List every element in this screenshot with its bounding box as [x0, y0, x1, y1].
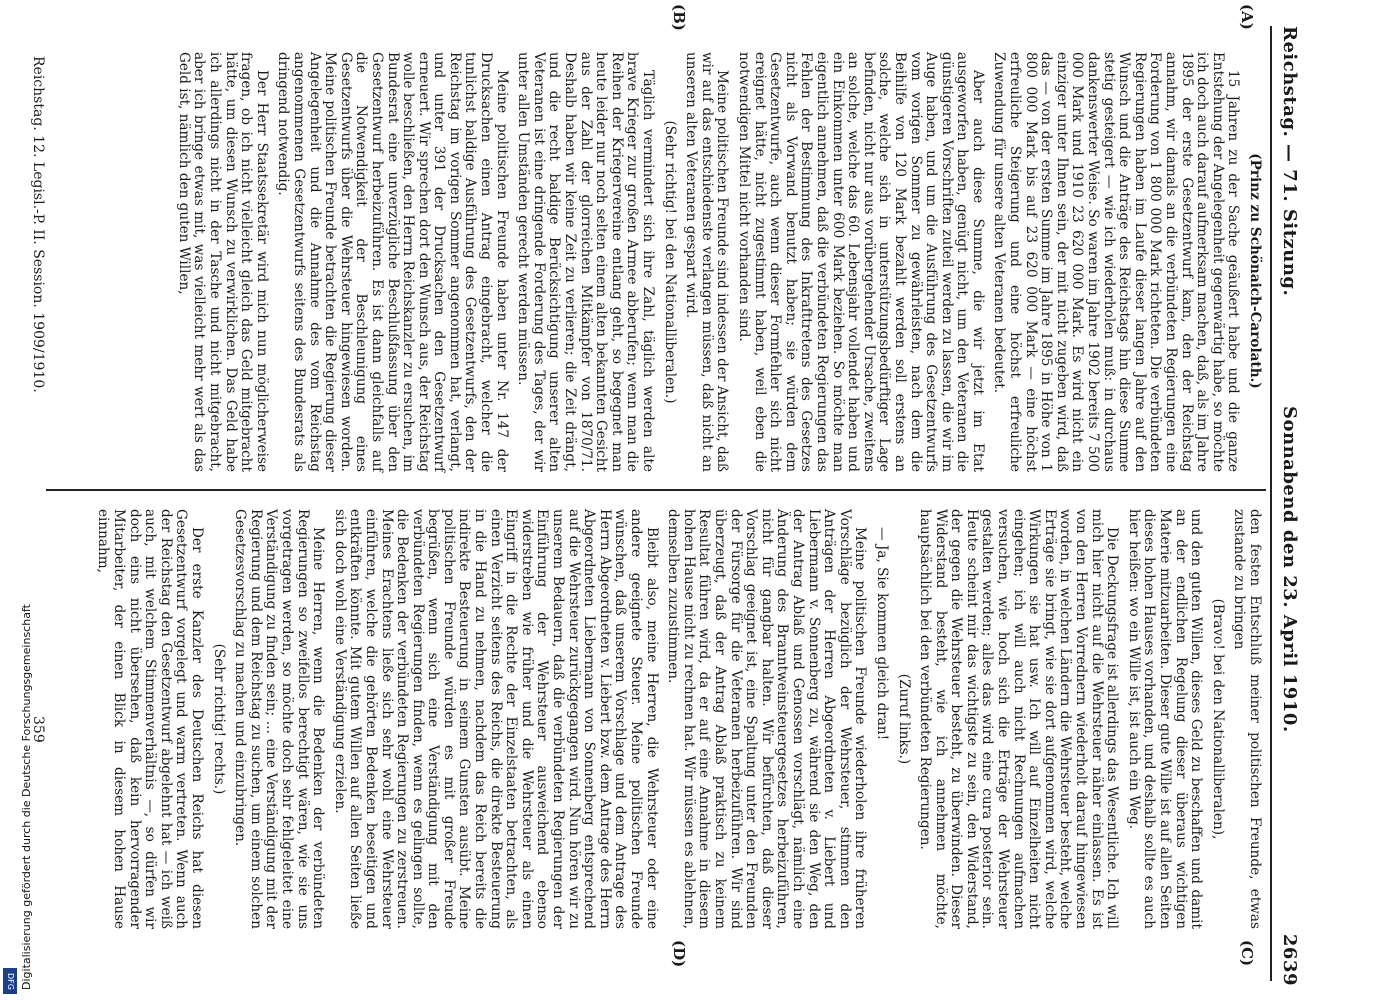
paragraph: 15 Jahren zu der Sache geäußert habe und die ganze Entstehung der Angelegenheit gegenwärtig habe, so möchte ich doch auch darauf aufmerksam machen, daß, als im Jahre 1895 der erste Gesetzentwurf kam, den der Reichstag annahm, wir damals an die verbündeten Regierungen eine Forderung von 1 800 000 Mark richteten. Die verbündeten Regierungen haben im Laufe dieser langen Jahre auf den Wunsch und die Anträge des Reichstags hin diese Summe stetig gesteigert — wie ich wiederholen muß: in durchaus dankenswerter Weise. So waren im Jahre 1902 bereits 7 500 000 Mark und 1910 23 620 000 Mark. Es wird nicht ein einziger unter Ihnen sein, der mit nicht zugeben wird, daß das — von der ersten Summe im Jahre 1895 in Höhe von 1 800 000 Mark bis auf 23 620 000 Mark — eine höchst erfreuliche Steigerung und eine höchst erfreuliche Zuwendung für unsere alten Veteranen bedeutet.	[991, 52, 1242, 472]
marker-c: (C)	[1238, 940, 1256, 967]
footer-page-number: 359	[30, 716, 46, 743]
sidebar-credit: Digitalisierung gefördert durch die Deutsche Forschungsgemeinschaft	[20, 604, 33, 990]
marker-a: (A)	[1238, 4, 1256, 30]
marker-b: (B)	[670, 4, 688, 31]
paragraph: Bleibt also, meine Herren, die Wehrsteuer oder eine andere geeignete Steuer. Meine politischen Freunde wünschen, daß unserem Vorschlage und dem Antrage des Herrn Abgeordneten v. Liebert bzw. dem Antrage des Herrn Abgeordneten Liebermann von Sonnenberg entsprechend auf die Wehrsteuer zurückgegangen wird. Nun hören wir zu unserem Bedauern, daß die verbündeten Regierungen der Einführung der Wehrsteuer ausweichend ebenso widerstreben wie früher und die Wehrsteuer als einen Eingriff in die Rechte der Einzelstaaten betrachten, als einen Verzicht seitens des Reichs, die direkte Besteuerung in die Hand zu nehmen, nachdem das Reich bereits die indirekte Besteuerung in seinem Gunsten ausübt. Meine politischen Freunde würden es mit großer Freude begrüßen, wenn sich eine Verständigung mit den verbündeten Regierungen finden, wenn es gelingen sollte, die Bedenken der verbündeten Regierungen zu zerstreuen. Meines Erachtens ließe sich sehr wohl eine Wehrsteuer einführen, welche die gehörten Bedenken beseitigen und entkräften könnte. Mit gutem Willen auf allen Seiten ließe sich doch wohl eine Verständigung erzielen.	[331, 509, 660, 929]
interjection: (Sehr richtig! rechts.)	[210, 643, 227, 795]
left-column	[112, 52, 1262, 472]
paragraph: Die Deckungsfrage ist allerdings das Wesentliche. Ich will mich hier nicht auf die Wehrsteuer näher einlassen. Es ist von den Herren Vorrednern wiederholt darauf hingewiesen worden, in welchen Ländern die Wehrsteuer besteht, welche Erträge sie bringt, wie sie dort aufgenommen wird, welche Wirkungen sie hat usw. Ich will auf Einzelheiten nicht eingehen; ich will auch nicht Rechnungen aufmachen versuchen, wie hoch sich die Erträge der Wehrsteuer gestalten werden; alles das wird eine cura posterior sein. Heute scheint mir das wichtigste zu sein, den Widerstand, der gegen die Wehrsteuer besteht, zu überwinden. Dieser Widerstand besteht, wie ich annehmen möchte, hauptsächlich bei den verbündeten Regierungen.	[917, 509, 1121, 929]
paragraph: Der erste Kanzler des Deutschen Reichs hat diesen Gesetzentwurf vorgelegt und warm vertreten. Wenn auch der Reichstag den Gesetzentwurf abgelehnt hat — ich weiß auch, mit welchem Stimmenverhältnis —, so dürfen wir doch eins nicht übersehen, daß kein hervorragender Mitarbeiter, der einen Blick in diesem hohen Hause einnahm,	[95, 509, 205, 929]
interjection: (Sehr richtig! bei den Nationalliberalen.)	[661, 120, 678, 404]
paragraph: und den guten Willen, dieses Geld zu beschaffen und damit an der endlichen Regelung dieser überaus wichtigen Materie mitzuarbeiten. Dieser gute Wille ist auf allen Seiten dieses hohen Hauses vorhanden, und deshalb sollte es auch hier heißen: wo ein Wille ist, ist auch ein Weg.	[1125, 509, 1205, 929]
footer-left: Reichstag. 12. Legisl.-P. II. Session. 1909/1910.	[30, 56, 46, 393]
paragraph: Meine Herren, wenn die Bedenken der verbündeten Regierungen so zweifellos berechtigt wären, wie sie uns vorgetragen werden, so möchte doch sehr fehlgeleitet eine Verständigung zu finden sein; ... eine Verständigung mit der Regierung und dem Reichstag zu suchen, um einem solchen Gesetzesvorschlag zu machen und einzubringen.	[232, 509, 327, 929]
speaker-label: (Prinz zu Schönaich-Carolath.)	[1247, 153, 1263, 389]
paragraph: den festen Entschluß meiner politischen Freunde, etwas zustande zu bringen	[1231, 509, 1263, 929]
paragraph: Meine politischen Freunde haben unter Nr. 147 der Drucksachen einen Antrag eingebracht, welcher die tunlichst baldige Ausführung des Gesetzentwurfs, den der Reichstag im vorigen Sommer angenommen hat, verlangt, und unter 391 der Drucksachen den Gesetzentwurf erneuert. Wir sprechen dort den Wunsch aus, der Reichstag wolle beschließen, den Herrn Reichskanzler zu ersuchen, im Bundesrat eine unverzügliche Beschlußfassung über den Gesetzentwurf herbeizuführen. Es ist dann gleichfalls auf die Notwendigkeit der Beschleunigung eines Gesetzentwurfs über die Wehrsteuer hingewiesen worden. Meine politischen Freunde betrachten die Regierung dieser Angelegenheit und die Annahme des vom Reichstag angenommenen Gesetzentwurfs seitens des Bundesrats als dringend notwendig.	[275, 52, 510, 472]
header-rule	[1270, 26, 1272, 981]
interjection: (Zuruf links.)	[895, 673, 912, 765]
dfg-logo: DFG	[3, 968, 17, 994]
paragraph: Der Herr Staatssekretär wird mich nun möglicherweise fragen, ob ich nicht vielleicht gleich das Geld mitgebracht hätte, um diesen Wunsch zu verwirklichen. Das Geld habe ich allerdings nicht in der Tasche und nicht mitgebracht, aber ich bringe etwas mit, was vielleicht mehr wert als das Geld ist, nämlich den guten Willen,	[175, 52, 270, 472]
column-separator	[46, 489, 1266, 491]
paragraph: Täglich vermindert sich ihre Zahl, täglich werden alte brave Krieger zur großen Armee abberufen; wenn man die Reihen der Kriegervereine entlang geht, so begegnet man heute leider nur noch selten einem alten bekannten Gesicht aus der Zahl der glorreichen Mitkämpfer von 1870/71. Deshalb haben wir keine Zeit zu verlieren; die Zeit drängt, und die recht baldige Berücksichtigung unserer alten Veteranen ist eine dringende Forderung des Tages, der wir unter allen Umständen gerecht werden müssen.	[515, 52, 657, 472]
rotated-page	[18, 0, 1318, 996]
header-page-number: 2639	[1279, 933, 1300, 986]
paragraph: Aber auch diese Summe, die wir jetzt im Etat ausgeworfen haben, genügt nicht, um den Veteranen die günstigeren Vorschriften zuteil werden zu lassen, die wir im Auge haben, und um die Ausführung des Gesetzentwurfs vom vorigen Sommer zu gewährleisten, nach dem die Beihilfe von 120 Mark bezahlt werden soll erstens an solche, welche sich in unterstützungsbedürftiger Lage befinden, nicht nur aus vorübergehender Ursache, zweitens an solche, welche das 60. Lebensjahr vollendet haben und ein Einkommen unter 600 Mark beziehen. So möchte man eigentlich annehmen, daß die verbündeten Regierungen das Fehlen der Bestimmung des Inkrafttretens des Gesetzes nicht als Vorwand benutzt haben; sie würden dem Gesetzentwurfe, auch wenn dieser Formfehler sich nicht ereignet hätte, nicht zugestimmt haben, weil eben die notwendigen Mittel nicht vorhanden sind.	[736, 52, 986, 472]
header-date: Sonnabend den 23. April 1910.	[1279, 406, 1300, 733]
right-column	[95, 509, 1263, 929]
paragraph: Meine politischen Freunde wiederholen ihre früheren Vorschläge bezüglich der Wehrsteuer, stimmen den Anträgen der Herren Abgeordneten v. Liebert und Liebermann v. Sonnenberg zu, während sie den Weg, den der Antrag Ablaß und Genossen vorschlägt, nämlich eine Änderung des Branntweinsteuergesetzes herbeizuführen, nicht für gangbar halten. Wir befürchten, daß dieser Vorschlag geeignet ist, eine Spaltung unter den Freunden der Fürsorge für die Veteranen herbeizuführen. Wir sind überzeugt, daß der Antrag Ablaß praktisch zu keinem Resultat führen wird, da er auf eine Annahme in diesem hohen Hause nicht zu rechnen hat. Wir müssen es ablehnen, demselben zuzustimmen.	[665, 509, 869, 929]
paragraph: Meine politischen Freunde sind indessen der Ansicht, daß wir auf das entschiedenste verlangen müssen, daß nicht an unseren alten Veteranen gespart wird.	[683, 52, 731, 472]
header-left: Reichstag. — 71. Sitzung.	[1279, 26, 1300, 297]
page-header	[1270, 26, 1300, 986]
marker-d: (D)	[670, 940, 688, 968]
paragraph: — Ja, Sie kommen gleich dran!	[873, 527, 890, 741]
interjection: (Bravo! bei den Nationalliberalen),	[1209, 598, 1226, 840]
